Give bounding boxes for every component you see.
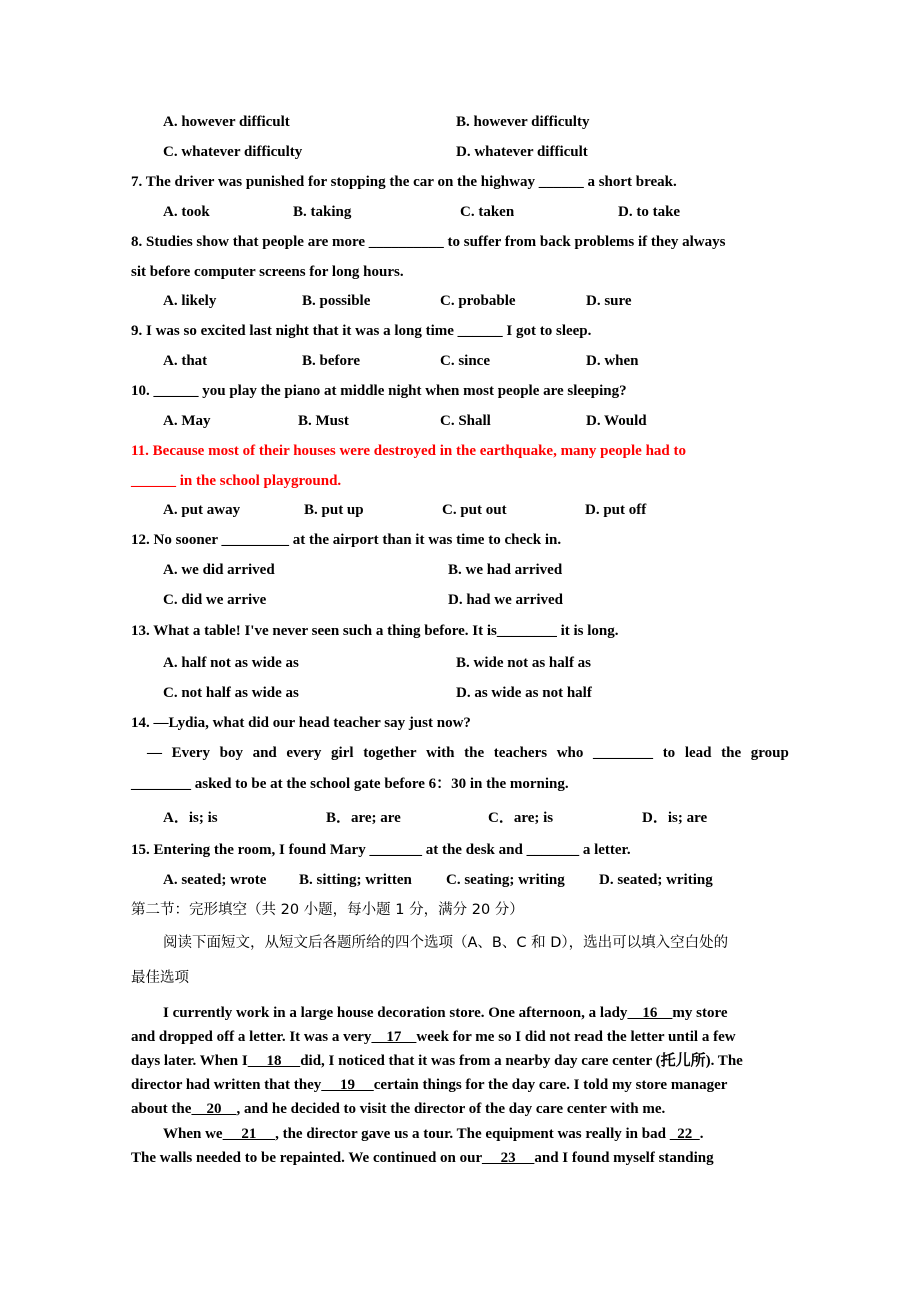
q14-word: the xyxy=(721,745,742,761)
blank-21: 21 xyxy=(222,1126,276,1142)
q14-word: who xyxy=(556,745,584,761)
q7-option-d: D. to take xyxy=(618,204,681,220)
q15-option-b: B. sitting; written xyxy=(299,872,412,888)
q7-stem: 7. The driver was punished for stopping the car on the highway ______ a short break. xyxy=(131,174,677,190)
q9-stem: 9. I was so excited last night that it was a long time ______ I got to sleep. xyxy=(131,323,592,339)
q13-option-b: B. wide not as half as xyxy=(456,655,592,671)
q14-stem-line2 xyxy=(147,744,789,762)
q9-option-d: D. when xyxy=(586,353,639,369)
q6-option-c: C. whatever difficulty xyxy=(163,144,303,160)
q10-option-d: D. Would xyxy=(586,413,647,429)
q8-stem-line1: 8. Studies show that people are more __________ to suffer from back problems if they always xyxy=(131,234,726,250)
q11-option-b: B. put up xyxy=(304,502,364,518)
q14-word: to xyxy=(662,745,676,761)
blank-22: 22 xyxy=(669,1126,700,1142)
q8-option-b: B. possible xyxy=(302,293,371,309)
q11-option-d: D. put off xyxy=(585,502,647,518)
passage-line-3: days later. When I 18 did, I noticed that it was from a nearby day care center (托儿所). The xyxy=(131,1053,743,1069)
q13-option-c: C. not half as wide as xyxy=(163,685,299,701)
q14-option-b: B．are; are xyxy=(326,810,401,826)
passage-line-7: The walls needed to be repainted. We continued on our 23 and I found myself standing xyxy=(131,1150,714,1166)
blank-20: 20 xyxy=(191,1101,237,1117)
passage-text: I currently work in a large house decoration store. One afternoon, a lady 16 my store xyxy=(163,1005,728,1021)
q11-stem-line1: 11. Because most of their houses were destroyed in the earthquake, many people had to xyxy=(131,443,686,459)
q12-option-d: D. had we arrived xyxy=(448,592,563,608)
q10-option-a: A. May xyxy=(163,413,211,429)
q14-option-d: D．is; are xyxy=(642,810,708,826)
q9-option-a: A. that xyxy=(163,353,208,369)
q10-option-b: B. Must xyxy=(298,413,349,429)
blank-19: 19 xyxy=(321,1077,374,1093)
q14-option-c: C．are; is xyxy=(488,810,554,826)
q8-stem-line2: sit before computer screens for long hours. xyxy=(131,264,404,280)
q10-option-c: C. Shall xyxy=(440,413,491,429)
q14-word: lead xyxy=(684,745,712,761)
q12-option-c: C. did we arrive xyxy=(163,592,267,608)
q6-option-a: A. however difficult xyxy=(163,114,290,130)
passage-line-6: When we 21 , the director gave us a tour. The equipment was really in bad 22 . xyxy=(163,1126,704,1142)
passage-line-5: about the 20 , and he decided to visit the director of the day care center with me. xyxy=(131,1101,666,1117)
passage-line-2: and dropped off a letter. It was a very 17 week for me so I did not read the letter until a few xyxy=(131,1029,736,1045)
section2-heading: 第二节：完形填空（共 20 小题，每小题 1 分，满分 20 分） xyxy=(131,902,524,918)
q15-option-d: D. seated; writing xyxy=(599,872,713,888)
q14-word: every xyxy=(286,745,322,761)
q14-word: group xyxy=(750,745,789,761)
q13-stem: 13. What a table! I've never seen such a thing before. It is________ it is long. xyxy=(131,623,619,639)
q14-word: ________ xyxy=(593,745,654,761)
q11-option-c: C. put out xyxy=(442,502,507,518)
blank-23: 23 xyxy=(481,1150,535,1166)
q11-option-a: A. put away xyxy=(163,502,241,518)
q14-stem-line3: ________ asked to be at the school gate before 6：30 in the morning. xyxy=(131,776,569,792)
q14-word: teachers xyxy=(493,745,548,761)
q9-option-c: C. since xyxy=(440,353,490,369)
q8-option-d: D. sure xyxy=(586,293,632,309)
blank-17: 17 xyxy=(371,1029,417,1045)
q6-option-d: D. whatever difficult xyxy=(456,144,588,160)
q8-option-a: A. likely xyxy=(163,293,217,309)
q14-word: Every xyxy=(171,745,210,761)
q12-option-a: A. we did arrived xyxy=(163,562,275,578)
q14-word: the xyxy=(464,745,485,761)
q7-option-a: A. took xyxy=(163,204,210,220)
q12-stem: 12. No sooner _________ at the airport than it was time to check in. xyxy=(131,532,562,548)
q14-word: together xyxy=(363,745,417,761)
q14-word: — xyxy=(147,745,162,761)
passage-line-1 xyxy=(163,1004,789,1022)
q14-word: and xyxy=(252,745,277,761)
q8-option-c: C. probable xyxy=(440,293,516,309)
q10-stem: 10. ______ you play the piano at middle night when most people are sleeping? xyxy=(131,383,627,399)
q11-stem-line2: ______ in the school playground. xyxy=(131,473,342,489)
blank-18: 18 xyxy=(247,1053,301,1069)
section2-instruction-line2: 最佳选项 xyxy=(131,970,189,986)
q14-option-a: A．is; is xyxy=(163,810,218,826)
q14-stem-line1: 14. —Lydia, what did our head teacher say just now? xyxy=(131,715,471,731)
q9-option-b: B. before xyxy=(302,353,361,369)
q6-option-b: B. however difficulty xyxy=(456,114,590,130)
q15-option-a: A. seated; wrote xyxy=(163,872,267,888)
q12-option-b: B. we had arrived xyxy=(448,562,563,578)
passage-line-4: director had written that they 19 certain things for the day care. I told my store manager xyxy=(131,1077,728,1093)
q14-word: girl xyxy=(331,745,354,761)
q15-stem: 15. Entering the room, I found Mary _______ at the desk and _______ a letter. xyxy=(131,842,631,858)
q7-option-c: C. taken xyxy=(460,204,515,220)
blank-16: 16 xyxy=(627,1005,673,1021)
section2-instruction-line1: 阅读下面短文，从短文后各题所给的四个选项（A、B、C 和 D），选出可以填入空白处的 xyxy=(163,935,729,951)
q13-option-a: A. half not as wide as xyxy=(163,655,299,671)
q7-option-b: B. taking xyxy=(293,204,352,220)
q15-option-c: C. seating; writing xyxy=(446,872,565,888)
q13-option-d: D. as wide as not half xyxy=(456,685,592,701)
q14-word: boy xyxy=(219,745,243,761)
q14-word: with xyxy=(426,745,455,761)
